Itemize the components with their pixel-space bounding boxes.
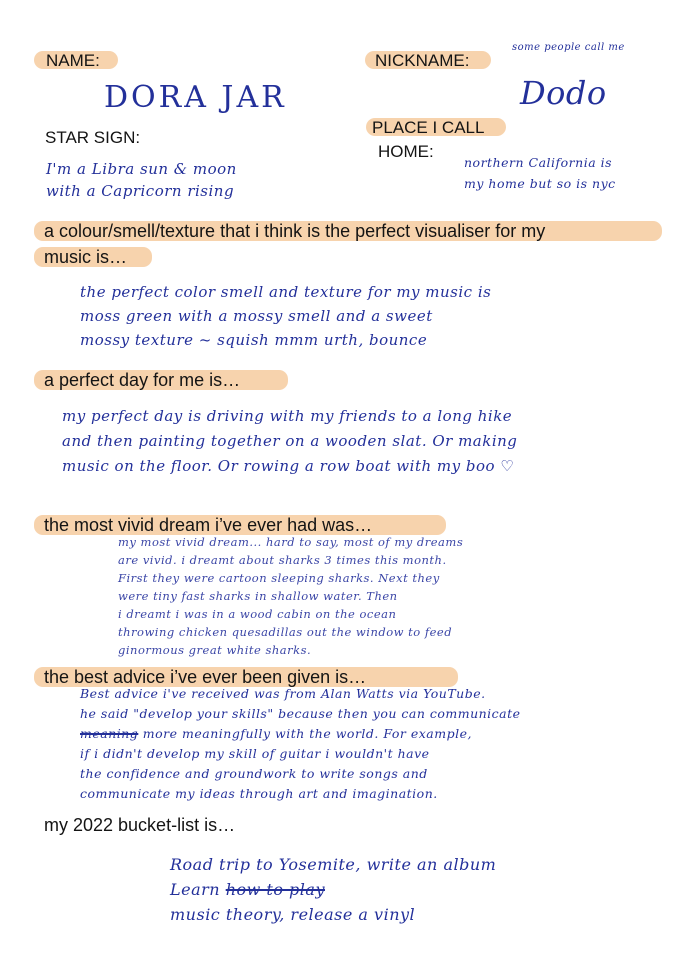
label-bucket-list: my 2022 bucket-list is… xyxy=(44,815,236,835)
colour-line: the perfect color smell and texture for my music is xyxy=(80,283,492,301)
label-colour-1: a colour/smell/texture that i think is the perfect visualiser for my xyxy=(44,221,546,241)
bucket-line: music theory, release a vinyl xyxy=(170,905,416,924)
advice-line-text: more meaningfully with the world. For example, xyxy=(142,726,472,741)
bucket-line xyxy=(170,877,496,902)
home-line: my home but so is nyc xyxy=(464,176,616,191)
perfect-day-line: my perfect day is driving with my friends to a long hike xyxy=(62,407,513,425)
dream-line: ginormous great white sharks. xyxy=(118,643,312,657)
dream-line: First they were cartoon sleeping sharks. Next they xyxy=(118,571,440,585)
answer-nickname: Dodo xyxy=(520,74,607,112)
dream-line: throwing chicken quesadillas out the window to feed xyxy=(118,625,453,639)
answer-bucket xyxy=(170,852,496,927)
label-best-advice: the best advice i’ve ever been given is… xyxy=(44,667,367,687)
answer-home xyxy=(464,152,616,194)
dream-line: are vivid. i dreamt about sharks 3 times this month. xyxy=(118,553,447,567)
perfect-day-line: and then painting together on a wooden slat. Or making xyxy=(62,432,518,450)
answer-star-sign xyxy=(46,158,237,202)
label-star-sign: STAR SIGN: xyxy=(45,128,141,147)
answer-name: DORA JAR xyxy=(104,80,287,115)
advice-line xyxy=(80,724,521,744)
label-place-1: PLACE I CALL xyxy=(372,118,485,137)
bucket-line-prefix: Learn xyxy=(170,880,221,899)
answer-dream xyxy=(118,533,463,659)
label-perfect-day: a perfect day for me is… xyxy=(44,370,241,390)
dream-line: i dreamt i was in a wood cabin on the ocean xyxy=(118,607,397,621)
label-nickname: NICKNAME: xyxy=(375,51,470,70)
struck-word: meaning xyxy=(80,726,139,741)
star-sign-line: with a Capricorn rising xyxy=(46,182,235,200)
answer-nickname-note: some people call me xyxy=(512,42,625,53)
advice-line: communicate my ideas through art and imagination. xyxy=(80,786,438,801)
answer-advice xyxy=(80,684,521,804)
bucket-line: Road trip to Yosemite, write an album xyxy=(170,855,497,874)
label-colour-2: music is… xyxy=(44,247,128,267)
star-sign-line: I'm a Libra sun & moon xyxy=(46,160,237,178)
colour-line: moss green with a mossy smell and a sweet xyxy=(80,307,433,325)
advice-line: if i didn't develop my skill of guitar i wouldn't have xyxy=(80,746,430,761)
label-place-2: HOME: xyxy=(378,142,434,161)
advice-line: the confidence and groundwork to write songs and xyxy=(80,766,428,781)
colour-line: mossy texture ~ squish mmm urth, bounce xyxy=(80,331,428,349)
label-vivid-dream: the most vivid dream i’ve ever had was… xyxy=(44,515,373,535)
advice-line: Best advice i've received was from Alan Watts via YouTube. xyxy=(80,686,486,701)
dream-line: were tiny fast sharks in shallow water. Then xyxy=(118,589,398,603)
dream-line: my most vivid dream... hard to say, most of my dreams xyxy=(118,535,464,549)
perfect-day-line: music on the floor. Or rowing a row boat with my boo ♡ xyxy=(62,457,515,475)
struck-words: how to play xyxy=(225,880,325,899)
answer-colour xyxy=(80,280,491,352)
answer-perfect-day xyxy=(62,404,517,479)
advice-line: he said "develop your skills" because then you can communicate xyxy=(80,706,521,721)
home-line: northern California is xyxy=(464,155,613,170)
label-name: NAME: xyxy=(46,51,100,70)
